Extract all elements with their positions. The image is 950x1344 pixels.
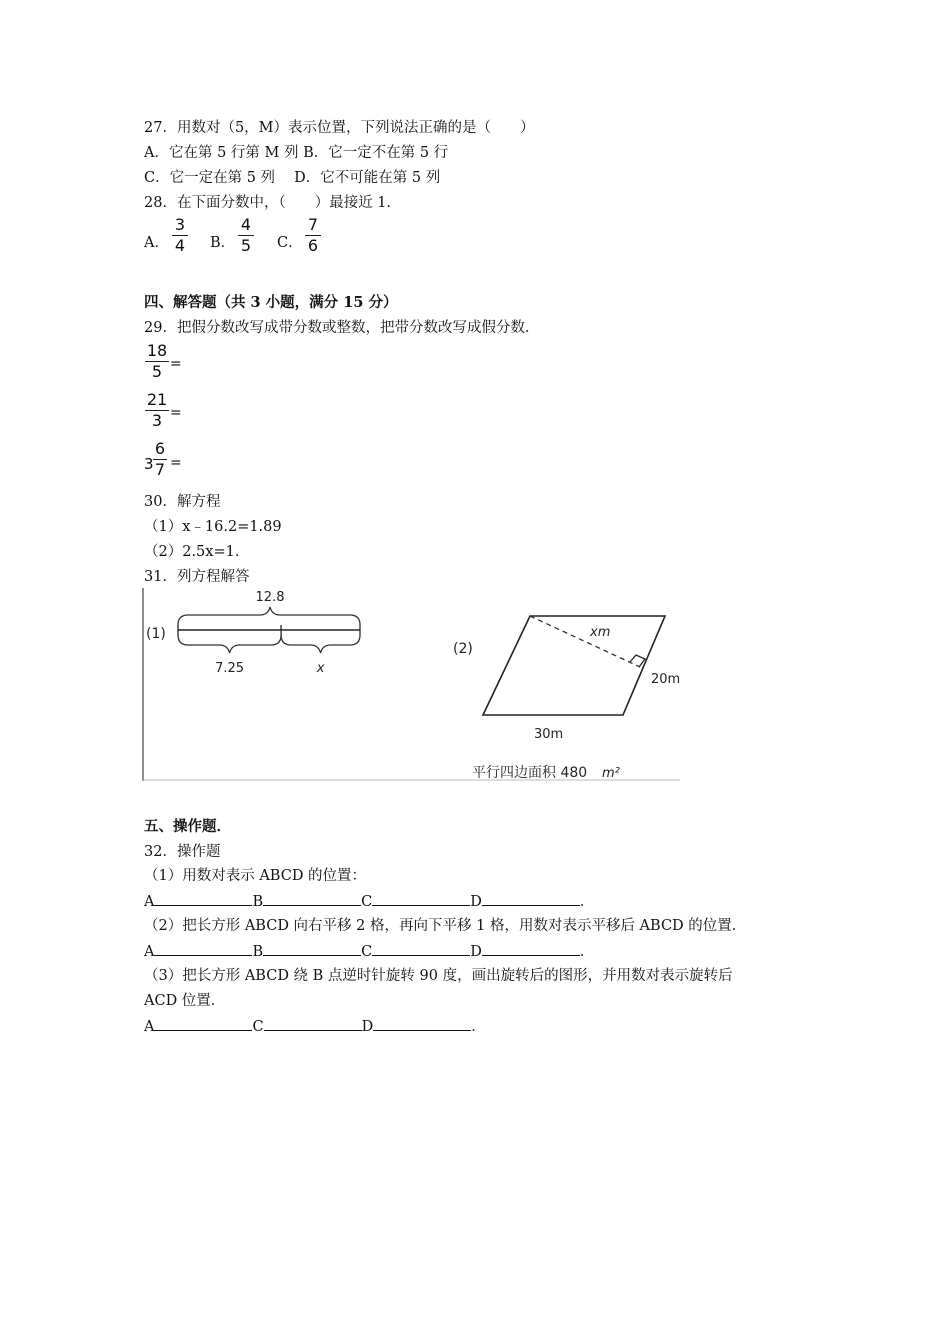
point-d-label: D [361,1019,374,1035]
point-b-label: B [252,894,264,910]
q29-item-2-fraction [145,391,169,430]
answer-blank-d[interactable] [482,891,580,906]
q29-item-3-equals: = [170,455,182,471]
fig2-label: (2) [453,641,473,657]
q30-part-1: （1）x﹣16.2=1.89 [144,519,282,535]
q29-item-2-equals: = [170,405,182,421]
point-d-label: D [470,944,482,960]
numerator: 21 [146,390,168,409]
numerator: 4 [240,215,252,234]
answer-blank-b[interactable] [263,941,361,956]
fig2-height-label: xm [590,625,611,640]
q29-item-1-equals: = [170,356,182,372]
denominator: 3 [151,411,163,430]
q29-stem: 29．把假分数改写成带分数或整数，把带分数改写成假分数． [144,320,540,336]
q32-part-3-line-2: ACD 位置． [144,993,226,1009]
denominator: 5 [151,362,163,381]
q28-option-a-fraction [172,216,188,255]
answer-blank-a[interactable] [154,1016,252,1031]
q30-stem: 30．解方程 [144,494,221,510]
q27-stem: 27．用数对（5，M）表示位置，下列说法正确的是（ ） [144,120,535,136]
section-5-title: 五、操作题． [144,818,231,835]
fig2-side-label: 20m [651,672,681,687]
q27-options-cd: C．它一定在第 5 列 D．它不可能在第 5 列 [144,170,441,186]
fig1-bottom-brace-b [281,635,360,653]
q31-figure [140,585,685,785]
q32-part-3-line-1: （3）把长方形 ABCD 绕 B 点逆时针旋转 90 度，画出旋转后的图形，并用数对表示旋转后 [144,968,733,984]
denominator: 6 [307,236,319,255]
numerator: 6 [154,439,166,458]
q30-part-2: （2）2.5x=1． [144,544,250,560]
answer-blank-d[interactable] [482,941,580,956]
denominator: 7 [154,460,166,479]
answer-blank-d[interactable] [373,1016,471,1031]
fig2-height-line [530,616,640,667]
fig2-base-label: 30m [534,727,564,742]
point-a-label: A [144,894,155,910]
numerator: 7 [307,215,319,234]
fig1-top-brace [178,607,360,625]
q28-option-b-label: B． [210,235,236,251]
q27-options-ab: A．它在第 5 行第 M 列 B．它一定不在第 5 行 [144,145,449,161]
q32-answer-row-1 [144,891,594,912]
fig1-part-a-label: 7.25 [215,661,245,676]
q32-answer-row-2 [144,941,594,962]
q31-stem: 31．列方程解答 [144,569,250,585]
end-mark: ． [579,894,595,910]
section-4-title: 四、解答题（共 3 小题，满分 15 分） [144,294,398,311]
q28-option-a-label: A． [144,235,169,251]
fig1-bottom-brace-a [178,635,281,653]
fig1-part-b-label: x [316,661,325,676]
end-mark: ． [579,944,595,960]
point-a-label: A [144,1019,155,1035]
answer-blank-c[interactable] [372,941,470,956]
point-c-label: C [361,944,373,960]
fig2-area-unit: m² [602,766,620,781]
q32-stem: 32．操作题 [144,844,221,860]
answer-blank-a[interactable] [154,891,252,906]
q32-part-2: （2）把长方形 ABCD 向右平移 2 格，再向下平移 1 格，用数对表示平移后 ABCD 的位置． [144,918,747,934]
numerator: 18 [146,341,168,360]
q29-item-3-fraction [153,440,167,479]
point-c-label: C [252,1019,264,1035]
fig1-total-label: 12.8 [255,590,285,605]
point-d-label: D [470,894,482,910]
point-b-label: B [252,944,264,960]
answer-blank-c[interactable] [264,1016,362,1031]
end-mark: ． [471,1019,486,1035]
point-a-label: A [144,944,155,960]
q28-option-b-fraction [238,216,254,255]
q28-stem: 28．在下面分数中，（ ）最接近 1． [144,195,402,211]
q32-part-1: （1）用数对表示 ABCD 的位置： [144,868,367,884]
fig1-label: (1) [146,626,166,642]
q28-option-c-fraction [305,216,321,255]
denominator: 5 [240,236,252,255]
fig2-area-label: 平行四边面积 480 [472,765,588,781]
q32-answer-row-3 [144,1016,486,1037]
q28-option-c-label: C． [277,235,303,251]
q29-item-1-fraction [145,342,169,381]
denominator: 4 [174,236,186,255]
answer-blank-c[interactable] [372,891,470,906]
answer-blank-a[interactable] [154,941,252,956]
answer-blank-b[interactable] [263,891,361,906]
q29-item-3-whole: 3 [144,455,154,473]
numerator: 3 [174,215,186,234]
point-c-label: C [361,894,373,910]
fig2-pad [627,664,640,672]
